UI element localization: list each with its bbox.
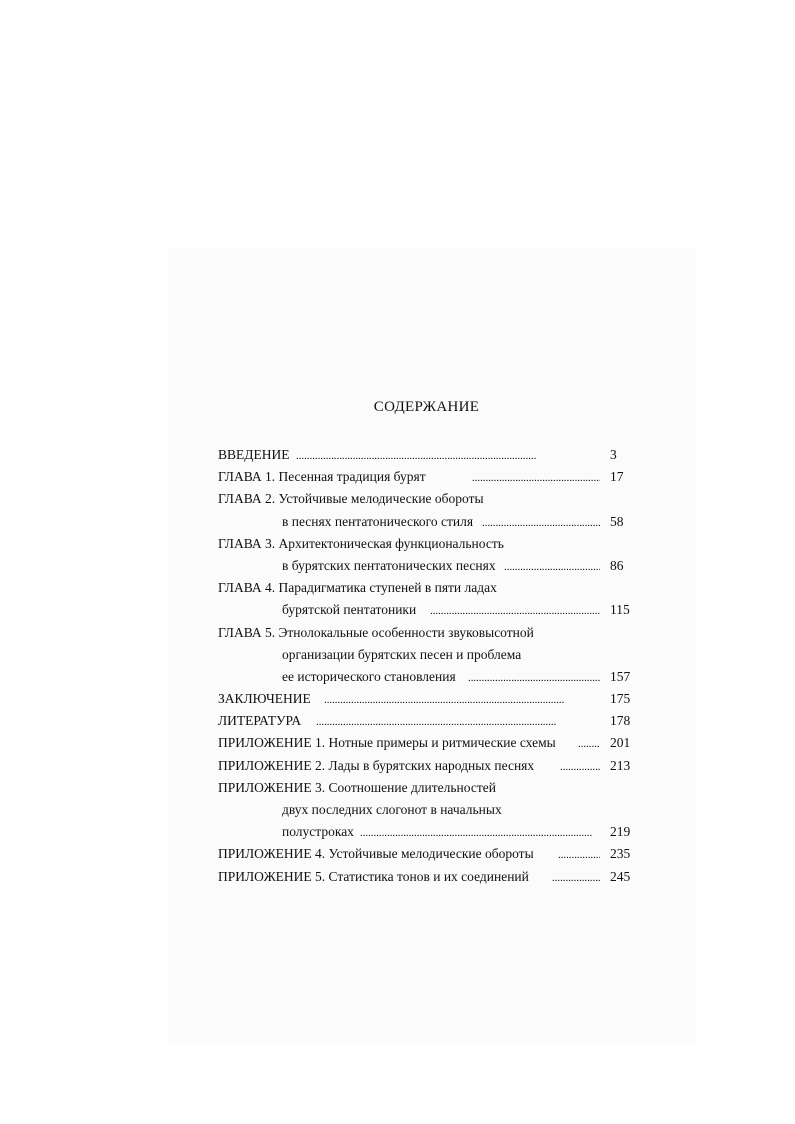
page-title: СОДЕРЖАНИЕ: [373, 399, 480, 415]
toc-entry-text: ЗАКЛЮЧЕНИЕ: [218, 691, 311, 707]
toc-entry-page: 201: [610, 735, 631, 751]
toc-leader-dots: [316, 710, 600, 732]
toc-entry-page: 175: [610, 691, 631, 707]
toc-entry-text: ее исторического становления: [282, 668, 456, 684]
toc-leader-dots: [472, 466, 600, 488]
toc-entry: [218, 710, 638, 732]
toc-entry-page: 115: [610, 602, 630, 618]
toc-entry: [218, 666, 638, 688]
toc-entry-page: 58: [610, 513, 624, 529]
toc-entry-page: 178: [610, 713, 631, 729]
toc-entry-text: ГЛАВА 3. Архитектоническая функциональность: [218, 535, 504, 551]
toc-entry: [218, 533, 638, 555]
toc-entry: [218, 577, 638, 599]
toc-entry: [218, 466, 638, 488]
toc-leader-dots: [360, 821, 592, 843]
toc-entry-text: в песнях пентатонического стиля: [282, 513, 474, 529]
toc-entry-page: 219: [610, 824, 631, 840]
toc-leader-dots: [504, 555, 600, 577]
toc-entry-text: ПРИЛОЖЕНИЕ 4. Устойчивые мелодические обороты: [218, 846, 534, 862]
toc-entry-text: ГЛАВА 1. Песенная традиция бурят: [218, 469, 426, 485]
toc-leader-dots: [468, 666, 600, 688]
toc-entry-text: ГЛАВА 2. Устойчивые мелодические обороты: [218, 491, 484, 507]
toc-leader-dots: [296, 444, 600, 466]
toc-leader-dots: [430, 599, 600, 621]
toc-entry: [218, 599, 638, 621]
toc-entry-text: ВВЕДЕНИЕ: [218, 447, 290, 462]
toc-entry-text: ПРИЛОЖЕНИЕ 2. Лады в бурятских народных песнях: [218, 757, 535, 773]
toc-entry-text: двух последних слогонот в начальных: [282, 802, 502, 817]
toc-leader-dots: [482, 511, 600, 533]
toc-entry: [218, 821, 638, 843]
toc-entry: [218, 732, 638, 754]
toc-entry-page: 157: [610, 668, 631, 684]
toc-entry-text: в бурятских пентатонических песнях: [282, 557, 496, 573]
toc-entry-page: 235: [610, 846, 631, 862]
toc-entry: [218, 777, 638, 799]
toc-entry: [218, 555, 638, 577]
toc-entry: [218, 799, 638, 821]
toc-entry-page: 213: [610, 757, 631, 773]
toc-entry-text: ПРИЛОЖЕНИЕ 5. Статистика тонов и их соединений: [218, 868, 529, 884]
toc-entry-text: бурятской пентатоники: [282, 602, 417, 618]
toc-entry-page: 3: [610, 447, 617, 462]
toc-entry-page: 86: [610, 557, 624, 573]
toc-entry: [218, 511, 638, 533]
table-of-contents: [218, 444, 638, 888]
toc-entry: [218, 644, 638, 666]
toc-entry: [218, 444, 638, 466]
toc-entry-page: 245: [610, 868, 631, 884]
toc-entry: [218, 622, 638, 644]
toc-entry-text: полустроках: [282, 824, 354, 840]
toc-leader-dots: [558, 843, 600, 865]
toc-entry-page: 17: [610, 469, 624, 485]
toc-entry-text: ГЛАВА 4. Парадигматика ступеней в пяти ладах: [218, 580, 497, 596]
toc-entry-text: ГЛАВА 5. Этнолокальные особенности звуковысотной: [218, 624, 534, 640]
toc-leader-dots: [578, 732, 600, 754]
toc-leader-dots: [324, 688, 600, 710]
toc-entry-text: ПРИЛОЖЕНИЕ 1. Нотные примеры и ритмические схемы: [218, 735, 556, 751]
toc-entry: [218, 866, 638, 888]
toc-entry: [218, 488, 638, 510]
toc-entry-text: ЛИТЕРАТУРА: [218, 713, 302, 729]
toc-entry: [218, 843, 638, 865]
toc-leader-dots: [560, 755, 600, 777]
toc-entry: [218, 688, 638, 710]
toc-entry-text: ПРИЛОЖЕНИЕ 3. Соотношение длительностей: [218, 779, 496, 795]
toc-leader-dots: [552, 866, 600, 888]
toc-entry: [218, 755, 638, 777]
toc-entry-text: организации бурятских песен и проблема: [282, 646, 522, 662]
